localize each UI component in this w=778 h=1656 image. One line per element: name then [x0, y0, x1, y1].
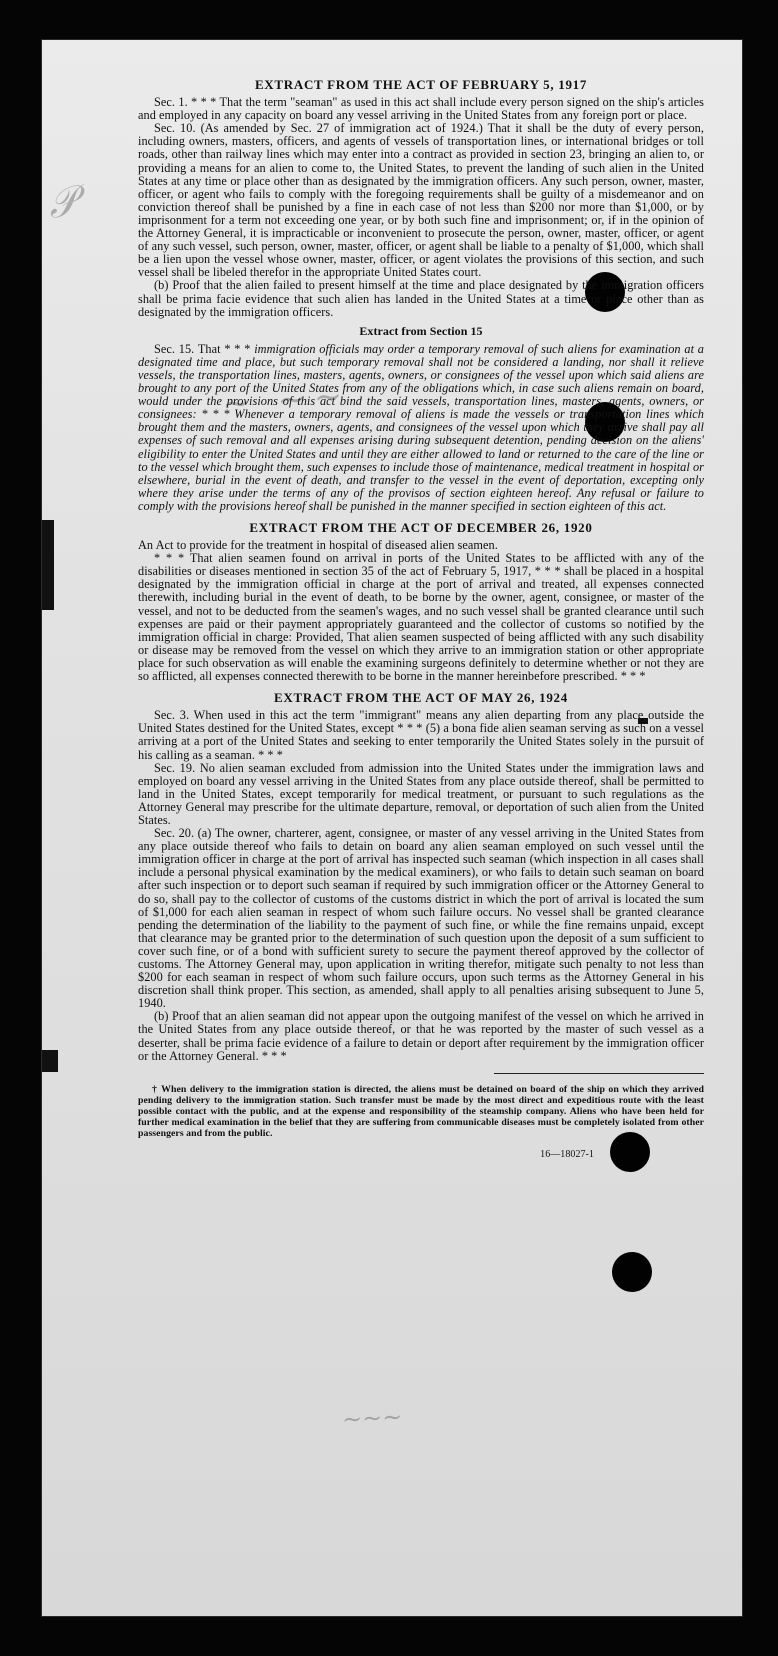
bleed-through-scribble: 𝒫: [44, 177, 81, 229]
section-paragraph: (b) Proof that the alien failed to present himself at the time and place designated by the immigration officers shall be prima facie evidence that such alien has landed in the United States at a time or place other than as designated by the immigration officers.: [138, 278, 704, 319]
section-paragraph: [138, 343, 704, 513]
section-paragraph: Sec. 1. * * * That the term "seaman" as used in this act shall include every person signed on the ship's articles and employed in any capacity on board any vessel arriving in the United States from any foreign port or place.: [138, 95, 704, 123]
footnote-divider: [494, 1073, 704, 1074]
form-number: 16—18027-1: [540, 1149, 594, 1161]
section-lead: Sec. 15. That * * *: [154, 341, 255, 356]
section-heading: EXTRACT FROM THE ACT OF FEBRUARY 5, 1917: [254, 77, 588, 92]
section-paragraph: Sec. 20. (a) The owner, charterer, agent, consignee, or master of any vessel arriving in the United States from any place outside thereof who fails to detain on board any alien seaman employed on such vessel until the immigration officer in charge at the port of arrival has inspected such seaman (which inspection in all cases shall include a personal physical examination by the medical examiners), or who fails to detain such seaman on board after such inspection or to deport such seaman if required by such immigration officer or the Attorney General to do so, shall pay to the collector of customs of the customs district in which the port of arrival is located the sum of $1,000 for each alien seaman in respect of whom such failure occurs. No vessel shall be granted clearance pending the determination of the liability to the payment of such fine, or while the fine remains unpaid, except that clearance may be granted prior to the determination of such question upon the deposit of a sum sufficient to cover such fine, or of a bond with sufficient surety to secure the payment thereof approved by the collector of customs. The Attorney General may, upon application in writing therefor, mitigate such penalty to not less than $200 for each seaman in respect of whom such failure occurs, upon such terms as the Attorney General in his discretion shall think proper. This section, as amended, shall apply to all penalties arising subsequent to June 5, 1940.: [138, 826, 704, 1011]
scan-edge-mark: [42, 1050, 58, 1072]
document-body: [138, 70, 704, 1161]
punch-hole: [612, 1252, 652, 1292]
bleed-through-scribble: ~~~: [341, 1402, 404, 1434]
section-subheading: Extract from Section 15: [359, 323, 483, 338]
document-page: [42, 40, 742, 1616]
section-paragraph: (b) Proof that an alien seaman did not appear upon the outgoing manifest of the vessel on which he arrived in the United States from any place outside thereof, or that he was reported by the master of such vessel as a deserter, shall be prima facie evidence of a failure to detain or deport after requirement by the immigration officer or the Attorney General. * * *: [138, 1009, 704, 1063]
scan-edge-mark: [42, 520, 54, 610]
footnote: † When delivery to the immigration station is directed, the aliens must be detained on board of the ship on which they arrived pending delivery to the immigration station. Such transfer must be made by the most direct and expeditious route with the least possible contact with the public, and at the expense and responsibility of the steamship company. Aliens who have been held for further medical examination in the belief that they are suffering from communicable diseases must be completely isolated from other passengers and from the public.: [138, 1083, 704, 1139]
section-heading: EXTRACT FROM THE ACT OF MAY 26, 1924: [274, 690, 568, 706]
section-italic-text: immigration officials may order a temporary removal of such aliens for examination at a designated time and place, but such temporary removal shall not be considered a landing, nor shall it relieve vessels, the transportation lines, masters, agents, owners, or consignees of the vessel upon which said aliens are brought to any port of the United States from any of the obligations which, in case such aliens remain on board, would under the provisions of this act bind the said vessels, transportation lines, masters, agents, owners, or consignees: * * * Whenever a temporary removal of aliens is made the vessels or transportation lines which brought them and the masters, owners, agents, and consignees of the vessel upon which they arrive shall pay all expenses of such removal and all expenses arising during subsequent detention, pending decision on the aliens' eligibility to enter the United States and until they are either allowed to land or returned to the care of the line or to the vessel which brought them, such expenses to include those of maintenance, medical treatment in hospital or elsewhere, burial in the event of death, and transfer to the vessel in the event of deportation, excepting only where they arise under the terms of any of the provisos of section eighteen hereof. Any refusal or failure to comply with the provisions hereof shall be punished in the manner specified in section eighteen of this act.: [138, 341, 704, 513]
section-paragraph: Sec. 10. (As amended by Sec. 27 of immigration act of 1924.) That it shall be the duty of every person, including owners, masters, officers, and agents of vessels of transportation lines, or international bridges or toll roads, other than railway lines which may enter into a contract as provided in section 23, bringing an alien to, or providing a means for an alien to come to, the United States, to prevent the landing of such alien in the United States at any time or place other than as designated by the immigration officers. Any such person, owner, master, officer, or agent who fails to comply with the foregoing requirements shall be guilty of a misdemeanor and on conviction thereof shall be punished by a fine in each case of not less than $200 nor more than $1,000, or by imprisonment for a term not exceeding one year, or by both such fine and imprisonment; or, if in the opinion of the Attorney General, it is impracticable or inconvenient to prosecute the person, owner, master, officer, or agent of any such vessel, such person, owner, master, officer, or agent shall be liable to a penalty of $1,000, which shall be a lien upon the vessel whose owner, master, officer, or agent violates the provisions of this section, and such vessel shall be libeled therefor in the appropriate United States court.: [138, 121, 704, 280]
section-heading: EXTRACT FROM THE ACT OF DECEMBER 26, 1920: [249, 520, 593, 535]
section-paragraph: * * * That alien seamen found on arrival in ports of the United States to be afflicted with any of the disabilities or diseases mentioned in section 35 of the act of February 5, 1917, * * * shall be placed in a hospital designated by the immigration official in charge at the port of arrival and treated, all expenses connected therewith, including burial in the event of death, to be borne by the owner, agent, consignee, or master of the vessel, and not to be deducted from the seamen's wages, and no such vessel shall be granted clearance until such expenses are paid or their payment appropriately guaranteed and the collector of customs so notified by the immigration official in charge: Provided, That alien seamen suspected of being afflicted with any such disability or disease may be removed from the vessel on which they arrive to an immigration station or other appropriate place for such observation as will enable the examining surgeons definitely to determine whether or not they are so afflicted, all expenses connected therewith to be borne in the manner hereinbefore prescribed. * * *: [138, 551, 704, 684]
section-paragraph: An Act to provide for the treatment in hospital of diseased alien seamen.: [138, 538, 498, 553]
section-paragraph: Sec. 3. When used in this act the term "immigrant" means any alien departing from any place outside the United States destined for the United States, except * * * (5) a bona fide alien seaman serving as such on a vessel arriving at a port of the United States and seeking to enter temporarily the United States solely in the pursuit of his calling as a seaman. * * *: [138, 708, 704, 762]
bleed-through-scribble: ~ ~~: [220, 375, 352, 425]
section-paragraph: Sec. 19. No alien seaman excluded from admission into the United States under the immigration laws and employed on board any vessel arriving in the United States from any place outside thereof, shall be permitted to land in the United States, except temporarily for medical treatment, or pursuant to such regulations as the Attorney General may prescribe for the ultimate departure, removal, or deportation of such alien from the United States.: [138, 760, 704, 827]
